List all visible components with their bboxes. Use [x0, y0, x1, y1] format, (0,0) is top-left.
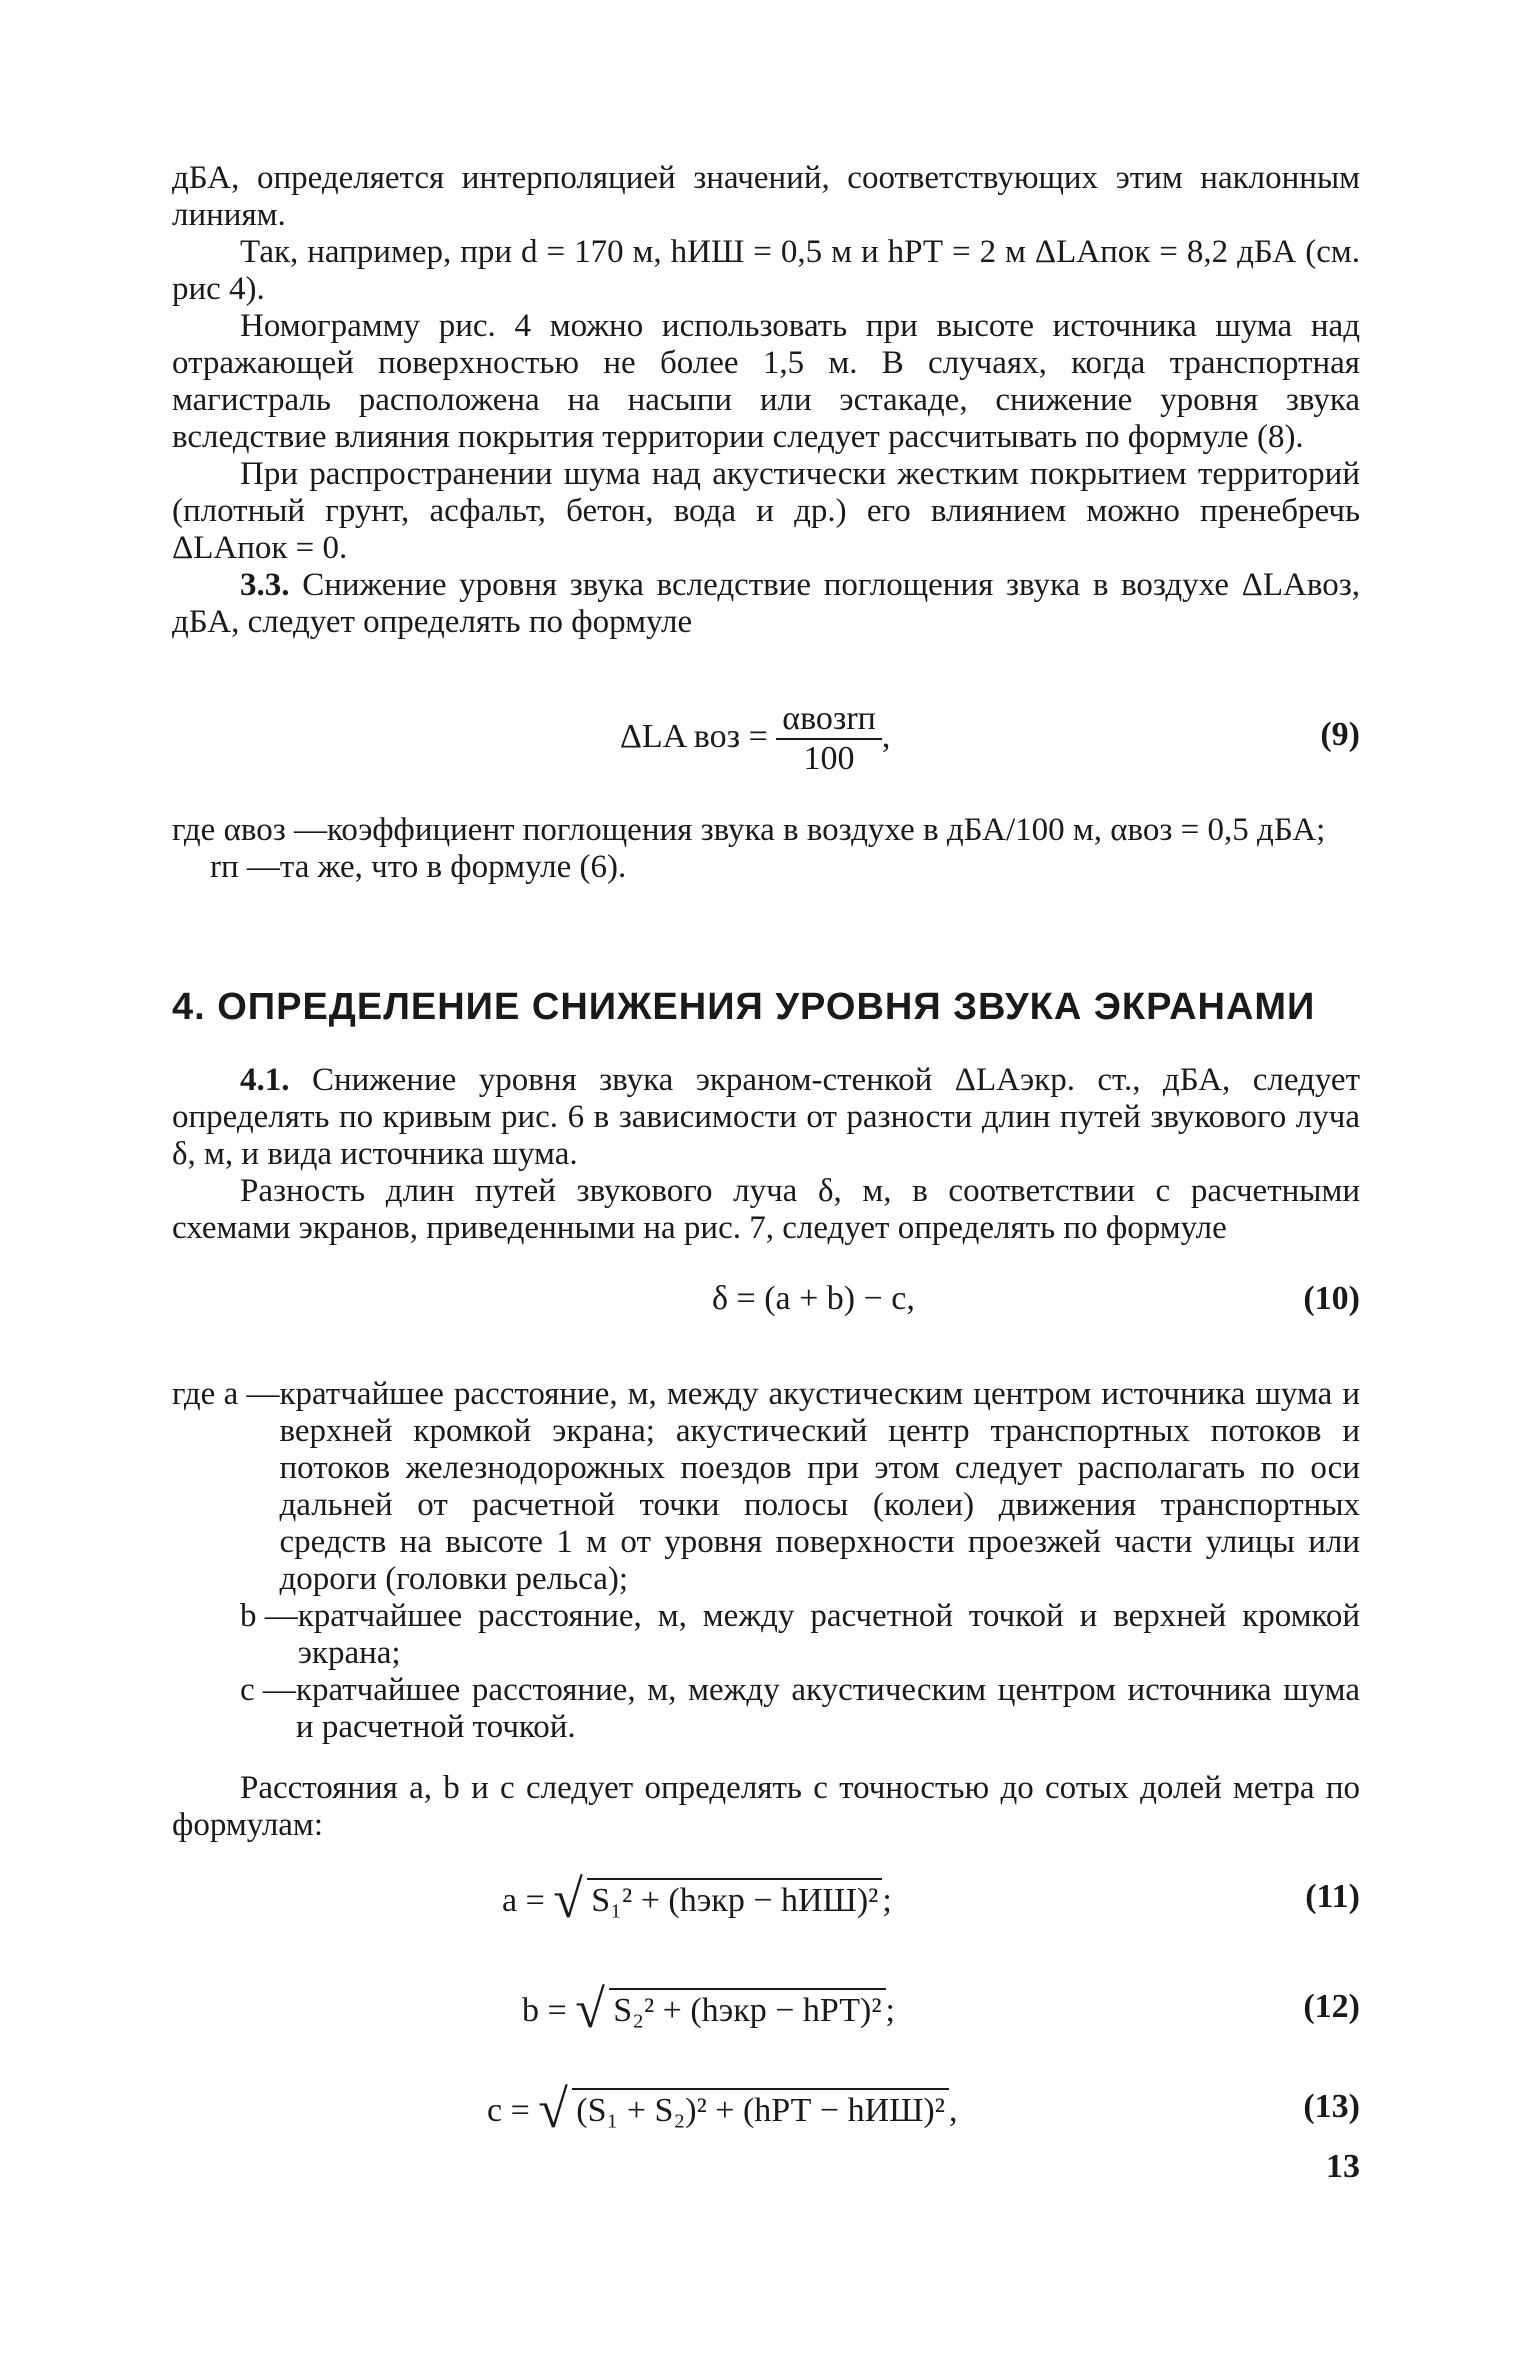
equation-11-radical [553, 1869, 882, 1929]
definition-text: кратчайшее расстояние, м, между расчетной точкой и верхней кромкой экрана; [297, 1598, 1360, 1671]
sqrt-icon: √ [575, 1979, 605, 2039]
definition-term: c — [240, 1672, 296, 1708]
equation-11-lhs: a = [502, 1882, 545, 1919]
sqrt-icon: √ [553, 1869, 583, 1929]
definition-item [172, 1598, 1360, 1672]
equation-12-lhs: b = [522, 1992, 567, 2029]
equation-12-tail: ; [885, 1992, 895, 2029]
definition-item [172, 1376, 1360, 1598]
equation-11-tail: ; [882, 1882, 892, 1919]
equation-9-formula [620, 700, 890, 778]
equation-13-radicand: (S₁ + S₂)² + (hРТ − hИШ)² [572, 2088, 949, 2130]
equation-9-lhs: ΔLA воз = [620, 717, 768, 755]
definition-term: где a — [172, 1376, 280, 1412]
equation-9-fraction [776, 700, 882, 778]
text-block-accuracy [172, 1770, 1360, 1844]
text-block-section-4 [172, 1062, 1360, 1247]
equation-13-tail: , [948, 2092, 958, 2129]
text-block-top [172, 160, 1360, 641]
definition-item [172, 1672, 1360, 1746]
paragraph-hard-cover: При распространении шума над акустически жестким покрытием территорий (плотный грунт, асфальт, бетон, вода и др.) его влиянием можно пренебречь ΔLAпок = 0. [172, 456, 1360, 566]
equation-13-radical [538, 2079, 949, 2139]
paragraph-4-1 [172, 1062, 1360, 1173]
equation-9-number: (9) [1320, 716, 1360, 753]
equation-11 [172, 1869, 1360, 1942]
definitions-eq10 [172, 1376, 1360, 1746]
equation-12-radicand: S₂² + (hэкр − hРТ)² [609, 1988, 885, 2030]
equation-11-radicand: S₁² + (hэкр − hИШ)² [587, 1878, 882, 1920]
definition-term: где αвоз — [172, 812, 328, 848]
definitions-eq9 [172, 812, 1360, 886]
equation-10-number: (10) [1303, 1280, 1360, 1317]
section-4-heading: 4. ОПРЕДЕЛЕНИЕ СНИЖЕНИЯ УРОВНЯ ЗВУКА ЭКРАНАМИ [172, 986, 1316, 1028]
equation-9-tail: , [881, 717, 891, 755]
definition-item [172, 849, 1360, 886]
equation-10-formula: δ = (a + b) − c, [712, 1280, 915, 1317]
equation-9-numerator: αвозrп [776, 700, 882, 740]
equation-9-denominator: 100 [803, 740, 855, 777]
equation-9 [172, 700, 1360, 790]
clause-number-4-1: 4.1. [240, 1062, 290, 1098]
equation-10 [172, 1280, 1360, 1324]
definition-text: кратчайшее расстояние, м, между акустическим центром источника шума и верхней кромкой экрана; акустический центр транспортных потоков и потоков железнодорожных поездов при этом следует располагать по оси дальней от расчетной точки полосы (колеи) движения транспортных средств на высоте 1 м от уровня поверхности проезжей части улицы или дороги (головки рельса); [279, 1376, 1360, 1597]
equation-12-radical [575, 1979, 885, 2039]
definition-text: та же, что в формуле (6). [279, 849, 627, 885]
clause-text-4-1: Снижение уровня звука экраном-стенкой ΔLAэкр. ст., дБА, следует определять по кривым рис. 6 в зависимости от разности длин путей звукового луча δ, м, и вида источника шума. [172, 1062, 1361, 1172]
paragraph-accuracy: Расстояния a, b и c следует определять с точностью до сотых долей метра по формулам: [172, 1770, 1360, 1843]
paragraph-3-3 [172, 567, 1360, 641]
equation-12-formula [522, 1979, 895, 2039]
paragraph-example: Так, например, при d = 170 м, hИШ = 0,5 м и hРТ = 2 м ΔLAпок = 8,2 дБА (см. рис 4). [172, 234, 1360, 307]
definition-term: b — [240, 1598, 298, 1634]
sqrt-icon: √ [538, 2079, 568, 2139]
equation-11-number: (11) [1305, 1878, 1360, 1915]
paragraph-intro: дБА, определяется интерполяцией значений, соответствующих этим наклонным линиям. [172, 160, 1360, 233]
equation-13-number: (13) [1303, 2088, 1360, 2125]
equation-12-number: (12) [1303, 1988, 1360, 2025]
definition-term: rп — [210, 849, 280, 885]
clause-text-3-3: Снижение уровня звука вследствие поглощения звука в воздухе ΔLAвоз, дБА, следует определять по формуле [172, 567, 1361, 640]
definition-text: кратчайшее расстояние, м, между акустическим центром источника шума и расчетной точкой. [295, 1672, 1360, 1745]
clause-number-3-3: 3.3. [240, 567, 290, 603]
page-number: 13 [1326, 2148, 1360, 2185]
paragraph-nomogram: Номограмму рис. 4 можно использовать при высоте источника шума над отражающей поверхностью не более 1,5 м. В случаях, когда транспортная магистраль расположена на насыпи или эстакаде, снижение уровня звука вследствие влияния покрытия территории следует рассчитывать по формуле (8). [172, 308, 1360, 455]
definition-text: коэффициент поглощения звука в воздухе в дБА/100 м, αвоз = 0,5 дБА; [327, 812, 1326, 848]
equation-13 [172, 2079, 1360, 2152]
equation-13-lhs: c = [487, 2092, 530, 2129]
equation-12 [172, 1979, 1360, 2052]
paragraph-path-difference: Разность длин путей звукового луча δ, м, в соответствии с расчетными схемами экранов, приведенными на рис. 7, следует определять по формуле [172, 1173, 1360, 1246]
equation-13-formula [487, 2079, 958, 2139]
equation-11-formula [502, 1869, 892, 1929]
definition-item [172, 812, 1360, 849]
